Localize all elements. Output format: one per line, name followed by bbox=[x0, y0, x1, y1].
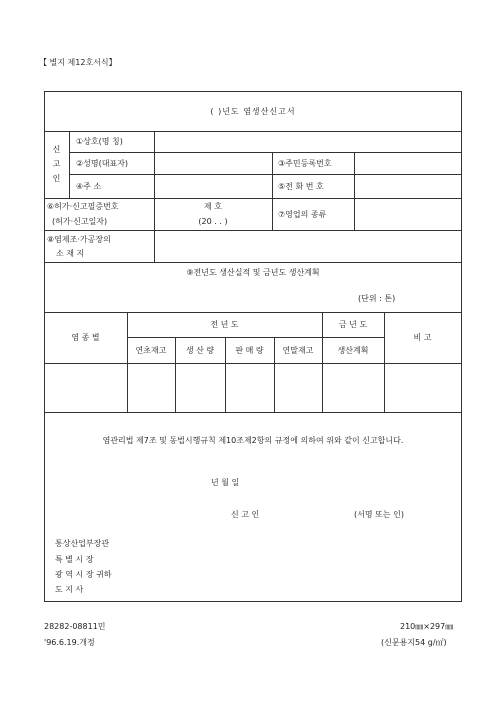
sales-amount-header: 판 매 량 bbox=[235, 345, 264, 355]
form-code: 28282-08811민 bbox=[44, 622, 106, 631]
signer-label: 신 고 인 bbox=[231, 510, 260, 519]
production-amount-header: 생 산 량 bbox=[185, 345, 215, 355]
unit-label: (단위 : 톤) bbox=[358, 294, 396, 303]
phone-label: ⑤전 화 번 호 bbox=[278, 181, 324, 191]
previous-year-header: 전 년 도 bbox=[210, 320, 239, 329]
declaration-statement: 염관리법 제7조 및 동법시행규칙 제10조제2항의 규정에 의하여 위와 같이 신고합니다. bbox=[102, 435, 404, 445]
address-field[interactable] bbox=[155, 175, 271, 197]
revision-date: '96.6.19.개정 bbox=[44, 638, 95, 647]
form-number-label: 【 별지 제12호서식】 bbox=[39, 58, 117, 67]
signature-note: (서명 또는 인) bbox=[354, 510, 404, 519]
resident-number-field[interactable] bbox=[355, 153, 460, 173]
table-row-production-cell[interactable] bbox=[176, 364, 224, 411]
addressee-province: 도 지 사 bbox=[55, 585, 84, 594]
table-row-sales-cell[interactable] bbox=[226, 364, 273, 411]
addressee-ministry: 통상산업부장관 bbox=[55, 539, 110, 548]
representative-name-field[interactable] bbox=[155, 153, 271, 173]
permit-date-label: (허가·신고일자) bbox=[52, 217, 108, 226]
closing-stock-header: 연말재고 bbox=[282, 345, 314, 355]
remark-header: 비 고 bbox=[413, 333, 432, 342]
form-title: ( )년도 염생산신고서 bbox=[210, 107, 296, 116]
business-type-label: ⑦영업의 종류 bbox=[278, 209, 327, 219]
business-name-label: ①상호(명 칭) bbox=[76, 137, 123, 146]
table-row-remark-cell[interactable] bbox=[385, 364, 460, 411]
production-section-title: ⑨전년도 생산실적 및 금년도 생산계획 bbox=[186, 267, 320, 277]
business-type-field[interactable] bbox=[355, 199, 460, 229]
business-name-field[interactable] bbox=[155, 132, 460, 151]
phone-field[interactable] bbox=[355, 175, 460, 197]
table-row-plan-cell[interactable] bbox=[323, 364, 383, 411]
table-row-salt-type-cell[interactable] bbox=[45, 364, 126, 411]
representative-name-label: ②성명(대표자) bbox=[76, 158, 129, 168]
plant-location-field[interactable] bbox=[155, 231, 460, 261]
production-plan-header: 생산계획 bbox=[337, 345, 369, 355]
salt-type-header: 염 종 별 bbox=[71, 333, 100, 342]
table-row-closing-stock-cell[interactable] bbox=[275, 364, 321, 411]
permit-date-value[interactable]: (20 . . ) bbox=[198, 217, 228, 226]
resident-number-label: ③주민등록번호 bbox=[278, 158, 332, 168]
addressee-special-city: 특 별 시 장 bbox=[55, 555, 94, 564]
paper-size: 210㎜×297㎜ bbox=[400, 622, 454, 631]
opening-stock-header: 연초재고 bbox=[135, 345, 167, 355]
addressee-metropolitan-city: 광 역 시 장 귀하 bbox=[55, 570, 112, 579]
signature-field[interactable] bbox=[265, 505, 350, 521]
permit-number-value[interactable]: 제 호 bbox=[204, 202, 222, 211]
reporter-group-label: 신 고 인 bbox=[52, 144, 61, 185]
plant-location-label-2: 소 재 지 bbox=[56, 249, 85, 258]
this-year-header: 금 년 도 bbox=[338, 320, 368, 329]
table-row-opening-stock-cell[interactable] bbox=[128, 364, 174, 411]
plant-location-label: ⑧염제조·가공장의 bbox=[47, 235, 111, 244]
permit-number-label: ⑥허가·신고필증번호 bbox=[47, 202, 119, 211]
address-label: ④주 소 bbox=[76, 181, 102, 191]
paper-type: (신문용지54 g/㎡) bbox=[381, 638, 447, 647]
date-line: 년 월 일 bbox=[211, 478, 240, 487]
